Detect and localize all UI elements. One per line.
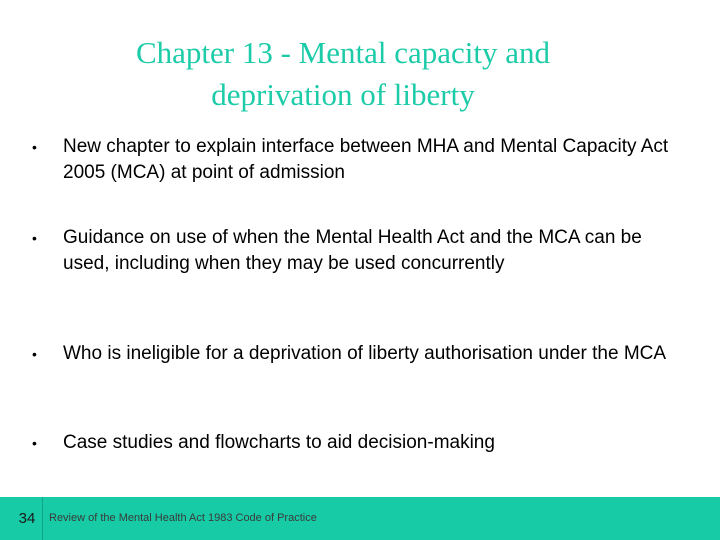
bullet-dot-icon: • <box>32 435 37 451</box>
slide-title <box>40 32 646 116</box>
bullet-text: New chapter to explain interface between MHA and Mental Capacity Act 2005 (MCA) at point of admission <box>63 136 669 183</box>
bullet-text: Case studies and flowcharts to aid decision-making <box>63 432 495 453</box>
footer-text: Review of the Mental Health Act 1983 Code of Practice <box>49 512 317 524</box>
slide-title-line-1: Chapter 13 - Mental capacity and <box>135 35 551 70</box>
bullet-dot-icon: • <box>32 230 37 246</box>
footer-bar <box>0 497 720 540</box>
bullet-text: Guidance on use of when the Mental Health Act and the MCA can be used, including when they may be used concurrently <box>63 227 642 274</box>
slide-title-line-2: deprivation of liberty <box>211 77 475 112</box>
bullet-item <box>0 430 535 456</box>
bullet-dot-icon: • <box>32 346 37 362</box>
page-number: 34 <box>18 510 36 527</box>
bullet-item <box>0 341 706 367</box>
bullet-item <box>0 134 720 186</box>
bullet-dot-icon: • <box>32 139 37 155</box>
footer-divider <box>42 497 43 540</box>
bullet-item <box>0 225 720 277</box>
bullet-text: Who is ineligible for a deprivation of liberty authorisation under the MCA <box>63 343 667 364</box>
